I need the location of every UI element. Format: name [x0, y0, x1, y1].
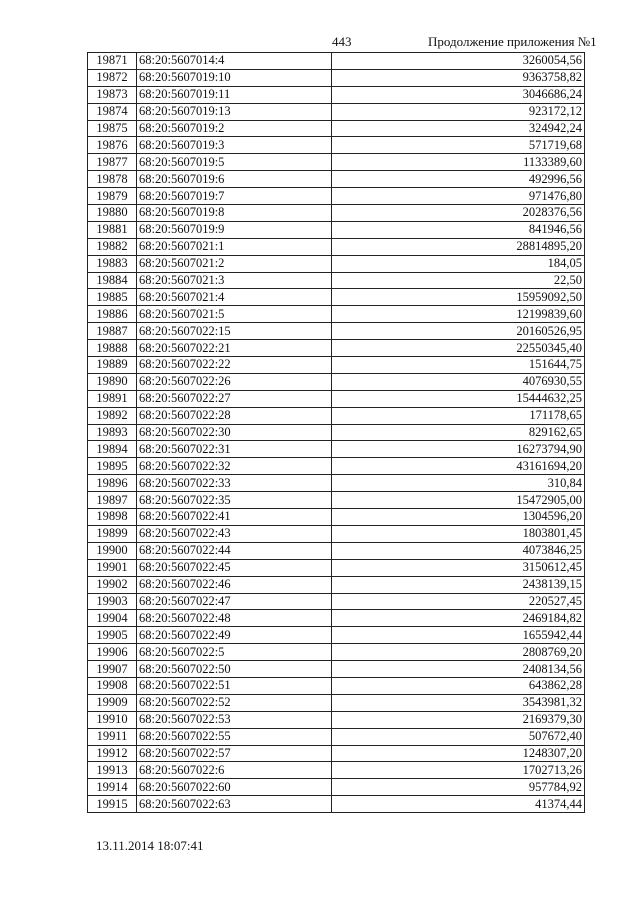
cadastral-number-cell: 68:20:5607021:4: [137, 289, 332, 306]
cadastral-number-cell: 68:20:5607019:6: [137, 171, 332, 188]
row-number-cell: 19914: [88, 779, 137, 796]
cadastral-number-cell: 68:20:5607022:6: [137, 762, 332, 779]
row-number-cell: 19915: [88, 796, 137, 813]
value-cell: 16273794,90: [332, 441, 585, 458]
table-row: [88, 407, 585, 424]
table-row: [88, 441, 585, 458]
table-row: [88, 728, 585, 745]
cadastral-number-cell: 68:20:5607022:47: [137, 593, 332, 610]
table-row: [88, 644, 585, 661]
row-number-cell: 19896: [88, 475, 137, 492]
row-number-cell: 19888: [88, 340, 137, 357]
value-cell: 28814895,20: [332, 238, 585, 255]
table-row: [88, 137, 585, 154]
value-cell: 15444632,25: [332, 390, 585, 407]
cadastral-number-cell: 68:20:5607022:15: [137, 323, 332, 340]
value-cell: 171178,65: [332, 407, 585, 424]
value-cell: 324942,24: [332, 120, 585, 137]
cadastral-number-cell: 68:20:5607021:1: [137, 238, 332, 255]
value-cell: 2469184,82: [332, 610, 585, 627]
value-cell: 2438139,15: [332, 576, 585, 593]
table-row: [88, 69, 585, 86]
cadastral-number-cell: 68:20:5607022:57: [137, 745, 332, 762]
table-row: [88, 458, 585, 475]
table-row: [88, 711, 585, 728]
value-cell: 3046686,24: [332, 86, 585, 103]
table-row: [88, 779, 585, 796]
row-number-cell: 19877: [88, 154, 137, 171]
table-row: [88, 154, 585, 171]
value-cell: 20160526,95: [332, 323, 585, 340]
cadastral-number-cell: 68:20:5607022:50: [137, 661, 332, 678]
table-row: [88, 323, 585, 340]
row-number-cell: 19907: [88, 661, 137, 678]
cadastral-number-cell: 68:20:5607022:46: [137, 576, 332, 593]
row-number-cell: 19879: [88, 188, 137, 205]
row-number-cell: 19893: [88, 424, 137, 441]
cadastral-number-cell: 68:20:5607022:52: [137, 694, 332, 711]
cadastral-number-cell: 68:20:5607022:48: [137, 610, 332, 627]
cadastral-number-cell: 68:20:5607022:22: [137, 357, 332, 374]
value-cell: 12199839,60: [332, 306, 585, 323]
value-cell: 1655942,44: [332, 627, 585, 644]
cadastral-number-cell: 68:20:5607019:2: [137, 120, 332, 137]
row-number-cell: 19905: [88, 627, 137, 644]
table-row: [88, 373, 585, 390]
row-number-cell: 19874: [88, 103, 137, 120]
value-cell: 507672,40: [332, 728, 585, 745]
row-number-cell: 19894: [88, 441, 137, 458]
row-number-cell: 19908: [88, 677, 137, 694]
table-row: [88, 255, 585, 272]
value-cell: 184,05: [332, 255, 585, 272]
table-row: [88, 762, 585, 779]
value-cell: 15959092,50: [332, 289, 585, 306]
row-number-cell: 19872: [88, 69, 137, 86]
table-row: [88, 205, 585, 222]
value-cell: 9363758,82: [332, 69, 585, 86]
value-cell: 22550345,40: [332, 340, 585, 357]
cadastral-number-cell: 68:20:5607022:53: [137, 711, 332, 728]
value-cell: 4076930,55: [332, 373, 585, 390]
row-number-cell: 19900: [88, 542, 137, 559]
value-cell: 3150612,45: [332, 559, 585, 576]
cadastral-number-cell: 68:20:5607021:2: [137, 255, 332, 272]
value-cell: 310,84: [332, 475, 585, 492]
cadastral-number-cell: 68:20:5607022:41: [137, 509, 332, 526]
table-row: [88, 610, 585, 627]
value-cell: 43161694,20: [332, 458, 585, 475]
row-number-cell: 19912: [88, 745, 137, 762]
row-number-cell: 19909: [88, 694, 137, 711]
cadastral-number-cell: 68:20:5607022:63: [137, 796, 332, 813]
value-cell: 3260054,56: [332, 53, 585, 70]
cadastral-number-cell: 68:20:5607022:35: [137, 492, 332, 509]
value-cell: 4073846,25: [332, 542, 585, 559]
cadastral-number-cell: 68:20:5607022:33: [137, 475, 332, 492]
cadastral-number-cell: 68:20:5607022:55: [137, 728, 332, 745]
row-number-cell: 19878: [88, 171, 137, 188]
value-cell: 2408134,56: [332, 661, 585, 678]
cadastral-number-cell: 68:20:5607022:44: [137, 542, 332, 559]
table-row: [88, 661, 585, 678]
registry-table: [87, 52, 585, 813]
table-row: [88, 53, 585, 70]
value-cell: 1304596,20: [332, 509, 585, 526]
table-row: [88, 390, 585, 407]
row-number-cell: 19887: [88, 323, 137, 340]
row-number-cell: 19875: [88, 120, 137, 137]
row-number-cell: 19889: [88, 357, 137, 374]
value-cell: 492996,56: [332, 171, 585, 188]
row-number-cell: 19876: [88, 137, 137, 154]
value-cell: 923172,12: [332, 103, 585, 120]
cadastral-number-cell: 68:20:5607019:10: [137, 69, 332, 86]
value-cell: 643862,28: [332, 677, 585, 694]
value-cell: 841946,56: [332, 221, 585, 238]
table-row: [88, 86, 585, 103]
row-number-cell: 19880: [88, 205, 137, 222]
table-row: [88, 103, 585, 120]
row-number-cell: 19911: [88, 728, 137, 745]
table-row: [88, 677, 585, 694]
cadastral-number-cell: 68:20:5607019:9: [137, 221, 332, 238]
table-row: [88, 289, 585, 306]
cadastral-number-cell: 68:20:5607019:8: [137, 205, 332, 222]
table-row: [88, 627, 585, 644]
row-number-cell: 19873: [88, 86, 137, 103]
cadastral-number-cell: 68:20:5607022:43: [137, 525, 332, 542]
table-row: [88, 542, 585, 559]
cadastral-number-cell: 68:20:5607022:51: [137, 677, 332, 694]
row-number-cell: 19886: [88, 306, 137, 323]
row-number-cell: 19885: [88, 289, 137, 306]
table-row: [88, 492, 585, 509]
cadastral-number-cell: 68:20:5607022:49: [137, 627, 332, 644]
cadastral-number-cell: 68:20:5607022:28: [137, 407, 332, 424]
header-note: Продолжение приложения №1: [428, 34, 597, 49]
table-row: [88, 694, 585, 711]
value-cell: 2808769,20: [332, 644, 585, 661]
row-number-cell: 19899: [88, 525, 137, 542]
table-row: [88, 171, 585, 188]
table-row: [88, 357, 585, 374]
cadastral-number-cell: 68:20:5607021:5: [137, 306, 332, 323]
registry-table-body: [88, 53, 585, 813]
row-number-cell: 19913: [88, 762, 137, 779]
table-row: [88, 238, 585, 255]
value-cell: 957784,92: [332, 779, 585, 796]
row-number-cell: 19884: [88, 272, 137, 289]
cadastral-number-cell: 68:20:5607019:5: [137, 154, 332, 171]
cadastral-number-cell: 68:20:5607022:21: [137, 340, 332, 357]
value-cell: 1133389,60: [332, 154, 585, 171]
value-cell: 1803801,45: [332, 525, 585, 542]
cadastral-number-cell: 68:20:5607022:45: [137, 559, 332, 576]
row-number-cell: 19883: [88, 255, 137, 272]
row-number-cell: 19904: [88, 610, 137, 627]
cadastral-number-cell: 68:20:5607022:32: [137, 458, 332, 475]
value-cell: 2169379,30: [332, 711, 585, 728]
value-cell: 220527,45: [332, 593, 585, 610]
cadastral-number-cell: 68:20:5607022:60: [137, 779, 332, 796]
row-number-cell: 19892: [88, 407, 137, 424]
row-number-cell: 19882: [88, 238, 137, 255]
table-row: [88, 509, 585, 526]
value-cell: 1702713,26: [332, 762, 585, 779]
row-number-cell: 19897: [88, 492, 137, 509]
cadastral-number-cell: 68:20:5607022:31: [137, 441, 332, 458]
table-row: [88, 745, 585, 762]
row-number-cell: 19902: [88, 576, 137, 593]
cadastral-number-cell: 68:20:5607019:3: [137, 137, 332, 154]
table-row: [88, 120, 585, 137]
table-row: [88, 593, 585, 610]
value-cell: 571719,68: [332, 137, 585, 154]
cadastral-number-cell: 68:20:5607022:27: [137, 390, 332, 407]
value-cell: 151644,75: [332, 357, 585, 374]
cadastral-number-cell: 68:20:5607022:30: [137, 424, 332, 441]
value-cell: 22,50: [332, 272, 585, 289]
cadastral-number-cell: 68:20:5607014:4: [137, 53, 332, 70]
table-row: [88, 424, 585, 441]
row-number-cell: 19910: [88, 711, 137, 728]
cadastral-number-cell: 68:20:5607021:3: [137, 272, 332, 289]
value-cell: 15472905,00: [332, 492, 585, 509]
table-row: [88, 221, 585, 238]
table-row: [88, 306, 585, 323]
footer-timestamp: 13.11.2014 18:07:41: [96, 838, 204, 853]
value-cell: 829162,65: [332, 424, 585, 441]
value-cell: 41374,44: [332, 796, 585, 813]
row-number-cell: 19871: [88, 53, 137, 70]
row-number-cell: 19895: [88, 458, 137, 475]
value-cell: 3543981,32: [332, 694, 585, 711]
cadastral-number-cell: 68:20:5607019:7: [137, 188, 332, 205]
table-row: [88, 272, 585, 289]
table-row: [88, 340, 585, 357]
table-row: [88, 525, 585, 542]
cadastral-number-cell: 68:20:5607022:5: [137, 644, 332, 661]
cadastral-number-cell: 68:20:5607022:26: [137, 373, 332, 390]
cadastral-number-cell: 68:20:5607019:13: [137, 103, 332, 120]
row-number-cell: 19903: [88, 593, 137, 610]
table-row: [88, 796, 585, 813]
row-number-cell: 19891: [88, 390, 137, 407]
table-row: [88, 188, 585, 205]
row-number-cell: 19898: [88, 509, 137, 526]
value-cell: 2028376,56: [332, 205, 585, 222]
page-number: 443: [332, 34, 352, 49]
cadastral-number-cell: 68:20:5607019:11: [137, 86, 332, 103]
row-number-cell: 19890: [88, 373, 137, 390]
row-number-cell: 19901: [88, 559, 137, 576]
table-row: [88, 475, 585, 492]
row-number-cell: 19906: [88, 644, 137, 661]
value-cell: 971476,80: [332, 188, 585, 205]
table-row: [88, 559, 585, 576]
table-row: [88, 576, 585, 593]
value-cell: 1248307,20: [332, 745, 585, 762]
row-number-cell: 19881: [88, 221, 137, 238]
